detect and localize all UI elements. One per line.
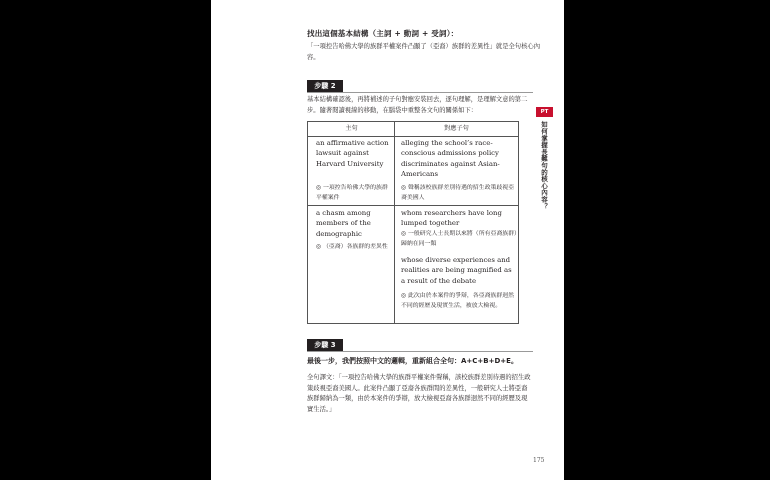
step3-heading: 最後一步，我們按照中文的邏輯，重新組合全句：A+C+B+D+E。 xyxy=(307,357,518,365)
book-page xyxy=(211,0,564,480)
row2-clause1-english: whom researchers have long lumped together xyxy=(401,209,502,228)
row1-clause-english: alleging the school’s race-conscious admissions policy discriminates against Asian-Americans xyxy=(401,139,500,179)
table-header-main: 主句 xyxy=(308,122,395,137)
step2-divider xyxy=(307,92,533,93)
row2-clause2-english: whose diverse experiences and realities are being magnified as a result of the debate xyxy=(401,256,512,285)
row2-main-chinese: ◎ （亞裔）各族群的差異性 xyxy=(316,244,388,250)
intro-paragraph: 「一項控告哈佛大學的族群平權案件凸顯了（亞裔）族群的差異性」就是全句核心內容。 xyxy=(307,43,540,61)
clause-table xyxy=(307,121,519,324)
row2-main-chinese-text: （亞裔）各族群的差異性 xyxy=(323,244,388,250)
chapter-tag: PT xyxy=(536,107,553,117)
step2-badge: 步驟 2 xyxy=(307,80,343,92)
section-heading: 找出這個基本結構（主詞 + 動詞 + 受詞）： xyxy=(307,29,459,38)
page-number: 175 xyxy=(533,457,545,464)
table-column-divider xyxy=(394,122,395,323)
chapter-side-title: 如何掌握長難句的核心內容？ xyxy=(540,121,548,210)
row2-clause1-chinese: ◎ 一般研究人士長期以來將（所有亞裔族群）歸納在同一類 xyxy=(401,231,517,247)
row1-main-english: an affirmative action lawsuit against Harvard University xyxy=(316,139,389,168)
step3-badge: 步驟 3 xyxy=(307,339,343,351)
row1-main-chinese: ◎ 一項控告哈佛大學的族群平權案件 xyxy=(316,185,388,201)
row1-main-chinese-text: 一項控告哈佛大學的族群平權案件 xyxy=(316,185,388,201)
row2-clause2-chinese: ◎ 此次由於本案件的爭辯，各亞裔族群迥然不同的經歷及現實生活，被放大檢視。 xyxy=(401,293,515,309)
step2-paragraph: 基本結構確認後，再將補述的子句對應安裝回去，逐句理解，是理解文意的第二步。隨著閱讀視線的移動，在腦袋中重整各文句的關係如下： xyxy=(307,96,528,114)
table-row-divider xyxy=(308,205,518,206)
row1-clause-chinese: ◎ 聲稱該校族群差別待遇的招生政策歧視亞裔美國人 xyxy=(401,185,515,201)
row2-clause2-chinese-text: 此次由於本案件的爭辯，各亞裔族群迥然不同的經歷及現實生活，被放大檢視。 xyxy=(401,293,515,309)
row1-clause-chinese-text: 聲稱該校族群差別待遇的招生政策歧視亞裔美國人 xyxy=(401,185,515,201)
table-header-clause: 對應子句 xyxy=(395,122,518,137)
step3-divider xyxy=(307,351,533,352)
row2-clause1-chinese-text: 一般研究人士長期以來將（所有亞裔族群）歸納在同一類 xyxy=(401,231,517,247)
step3-paragraph: 全句譯文：「一項控告哈佛大學的族群平權案件聲稱，該校族群差別待遇的招生政策歧視亞裔美國人。此案件凸顯了亞裔各族群間的差異性，一般研究人士將亞裔族群歸納為一類，由於本案件的爭辯，放大檢視亞裔各族群迥然不同的經歷及現實生活。」 xyxy=(307,374,531,413)
row2-main-english: a chasm among members of the demographic xyxy=(316,209,371,238)
